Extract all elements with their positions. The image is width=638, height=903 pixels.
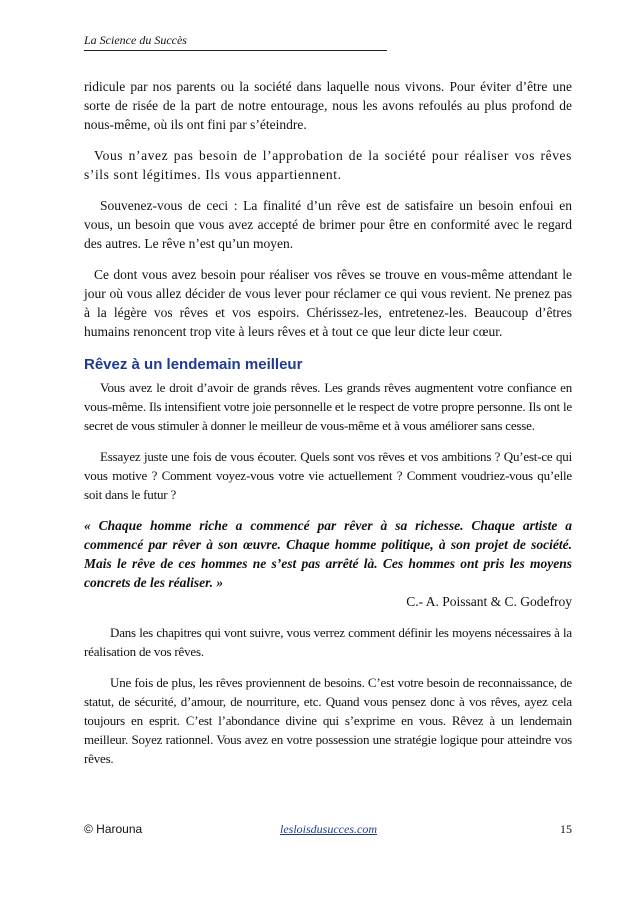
- paragraph: Souvenez-vous de ceci : La finalité d’un rêve est de satisfaire un besoin enfoui en vous, un besoin que vous avez accepté de brimer pour être en conformité avec le regard des autres. Le rêve n’est qu’un moyen.: [84, 198, 572, 251]
- page-number: 15: [560, 822, 572, 836]
- paragraph: Essayez juste une fois de vous écouter. Quels sont vos rêves et vos ambitions ? Qu’est-ce qui vous motive ? Comment voyez-vous votre vie actuellement ? Comment voudriez-vous qu’elle soit dans le futur ?: [84, 449, 572, 502]
- quote-author: C.- A. Poissant & C. Godefroy: [406, 594, 572, 609]
- footer-author: © Harouna: [84, 822, 143, 836]
- paragraph: ridicule par nos parents ou la société dans laquelle nous vivons. Pour éviter d’être une sorte de risée de la part de notre entourage, nous les avons refoulés au plus profond de nous-même, où ils ont fini par s’éteindre.: [84, 79, 572, 132]
- running-header: La Science du Succès: [84, 33, 387, 51]
- paragraph: Vous avez le droit d’avoir de grands rêves. Les grands rêves augmentent votre confiance en vous-même. Ils intensifient votre joie personnelle et le respect de votre propre personne. Ils ont le secret de vous stimuler à donner le meilleur de vous-même et à vous améliorer sans cesse.: [84, 380, 572, 433]
- paragraph: Dans les chapitres qui vont suivre, vous verrez comment définir les moyens nécessaires à la réalisation de vos rêves.: [84, 625, 572, 659]
- quote: « Chaque homme riche a commencé par rêver à sa richesse. Chaque artiste a commencé par rêver à son œuvre. Chaque homme politique, à son projet de société. Mais le rêve de ces hommes ne s’est pas arrêté là. Ces hommes ont pris les moyens concrets de les réaliser. »: [84, 518, 572, 590]
- section-title: Rêvez à un lendemain meilleur: [84, 356, 303, 373]
- page-content: [84, 77, 572, 768]
- paragraph: Vous n’avez pas besoin de l’approbation de la société pour réaliser vos rêves s’ils sont légitimes. Ils vous appartiennent.: [84, 148, 572, 182]
- footer-site-link[interactable]: lesloisdusucces.com: [280, 822, 377, 836]
- paragraph: Une fois de plus, les rêves proviennent de besoins. C’est votre besoin de reconnaissance, de statut, de sécurité, d’amour, de nourriture, etc. Quand vous pensez donc à vos rêves, ayez cela toujours en esprit. C’est l’abondance divine qui s’exprime en vous. Rêvez à un lendemain meilleur. Soyez rationnel. Vous avez en votre possession une stratégie logique pour atteindre vos rêves.: [84, 675, 572, 766]
- paragraph: Ce dont vous avez besoin pour réaliser vos rêves se trouve en vous-même attendant le jour où vous allez décider de vous lever pour réclamer ce qui vous revient. Ne prenez pas à la légère vos rêves et vos espoirs. Chérissez-les, entretenez-les. Beaucoup d’êtres humains renoncent trop vite à leurs rêves et à tout ce que leur dicte leur cœur.: [84, 267, 572, 339]
